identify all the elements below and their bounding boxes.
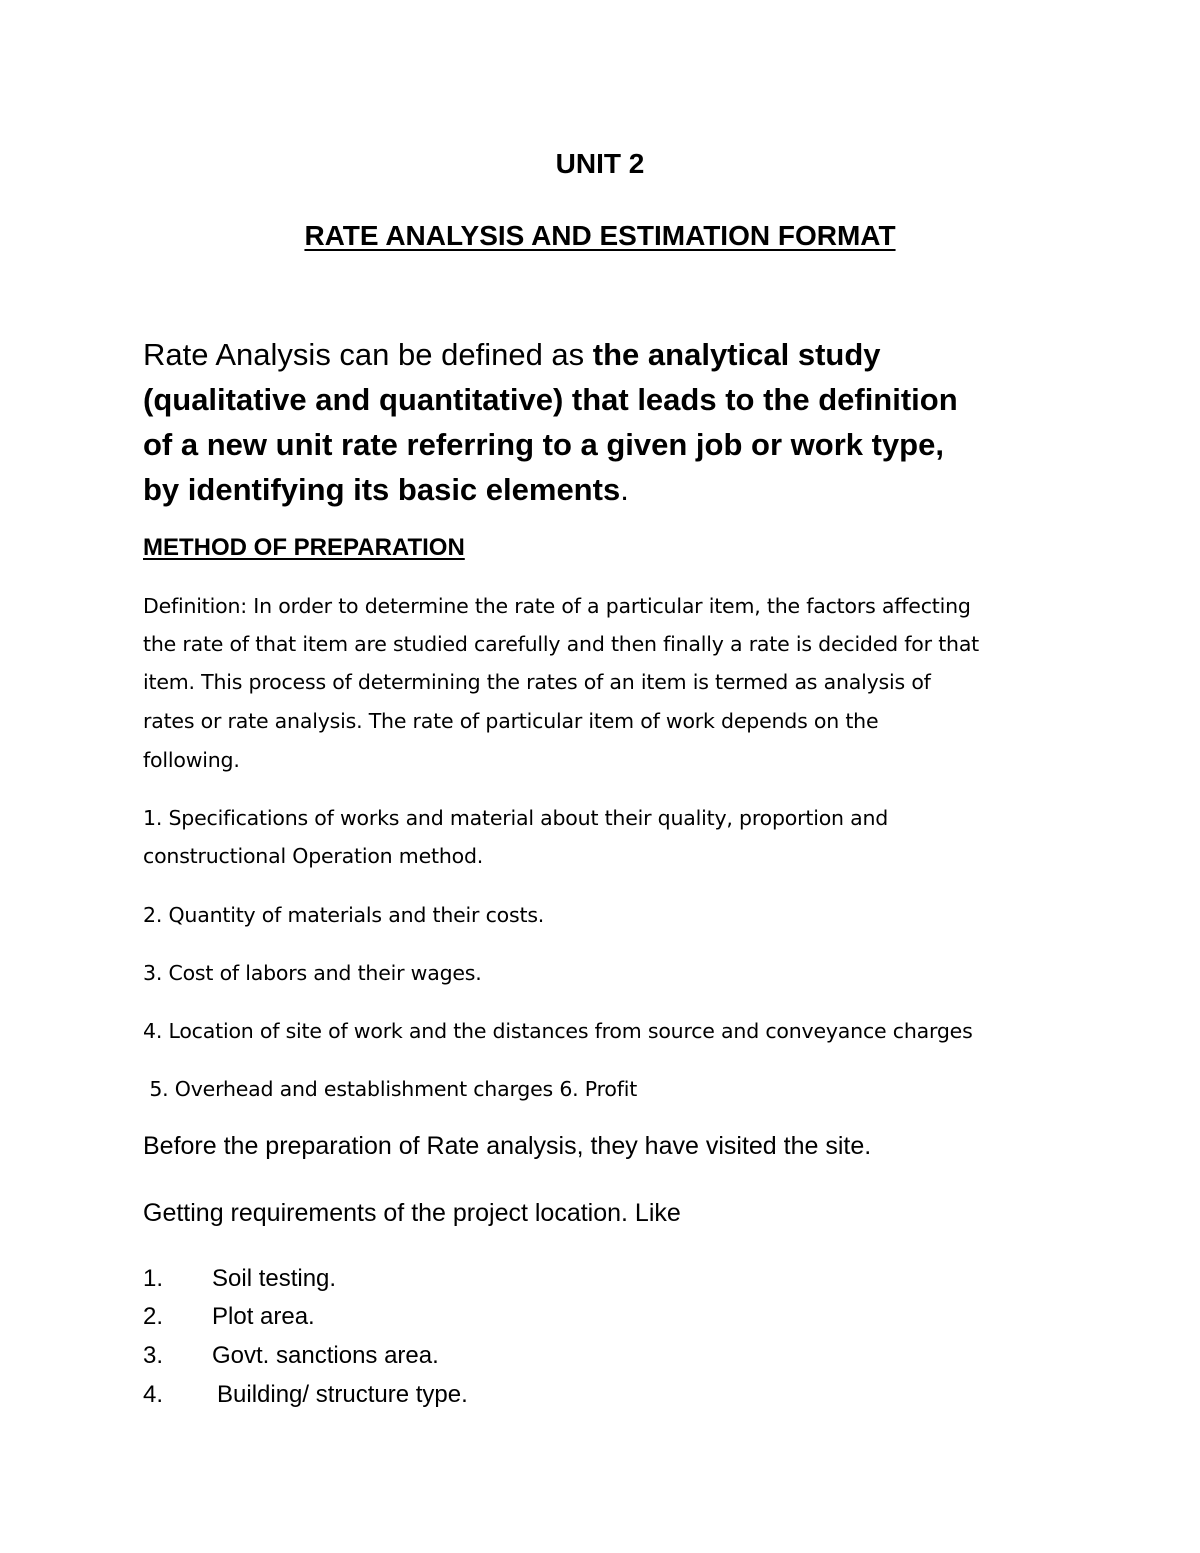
list-item: Soil testing. <box>212 1265 337 1292</box>
factor-item: 1. Specifications of works and material about their quality, proportion and <box>143 806 889 830</box>
list-item: Plot area. <box>212 1303 315 1330</box>
before-text: Before the preparation of Rate analysis, they have visited the site. <box>143 1132 872 1160</box>
main-title: RATE ANALYSIS AND ESTIMATION FORMAT <box>304 220 896 251</box>
intro-line-3 <box>143 422 1063 467</box>
list-item: Building/ structure type. <box>217 1381 468 1408</box>
definition-line: item. This process of determining the rates of an item is termed as analysis of <box>143 670 931 694</box>
intro-period: . <box>620 472 629 507</box>
getting-text: Getting requirements of the project location. Like <box>143 1199 681 1227</box>
list-item-number: 2. <box>143 1303 164 1330</box>
section-heading: METHOD OF PREPARATION <box>143 534 465 561</box>
intro-line-2 <box>143 377 1063 422</box>
intro-paragraph <box>143 332 1063 512</box>
intro-line-4 <box>143 467 1063 512</box>
intro-line-1 <box>143 332 1063 377</box>
list-item-number: 3. <box>143 1342 164 1369</box>
list-item: Govt. sanctions area. <box>212 1342 439 1369</box>
definition-line: the rate of that item are studied carefully and then finally a rate is decided for that <box>143 632 980 656</box>
intro-bold-text: by identifying its basic elements <box>143 472 621 507</box>
unit-title: UNIT 2 <box>555 148 645 179</box>
list-item-number: 4. <box>143 1381 164 1408</box>
factor-item: 4. Location of site of work and the distances from source and conveyance charges <box>143 1019 973 1043</box>
definition-line: rates or rate analysis. The rate of particular item of work depends on the <box>143 709 879 733</box>
intro-bold-text: of a new unit rate referring to a given job or work type, <box>143 427 944 462</box>
intro-bold-text: the analytical study <box>592 337 881 372</box>
factor-item: 5. Overhead and establishment charges 6. Profit <box>143 1077 638 1101</box>
list-item-number: 1. <box>143 1265 164 1292</box>
definition-line: Definition: In order to determine the rate of a particular item, the factors affecting <box>143 594 971 618</box>
definition-line: following. <box>143 748 240 772</box>
factor-item: constructional Operation method. <box>143 844 484 868</box>
intro-normal-text: Rate Analysis can be defined as <box>143 337 593 372</box>
factor-item: 3. Cost of labors and their wages. <box>143 961 482 985</box>
intro-bold-text: (qualitative and quantitative) that leads to the definition <box>143 382 958 417</box>
factor-item: 2. Quantity of materials and their costs. <box>143 903 545 927</box>
